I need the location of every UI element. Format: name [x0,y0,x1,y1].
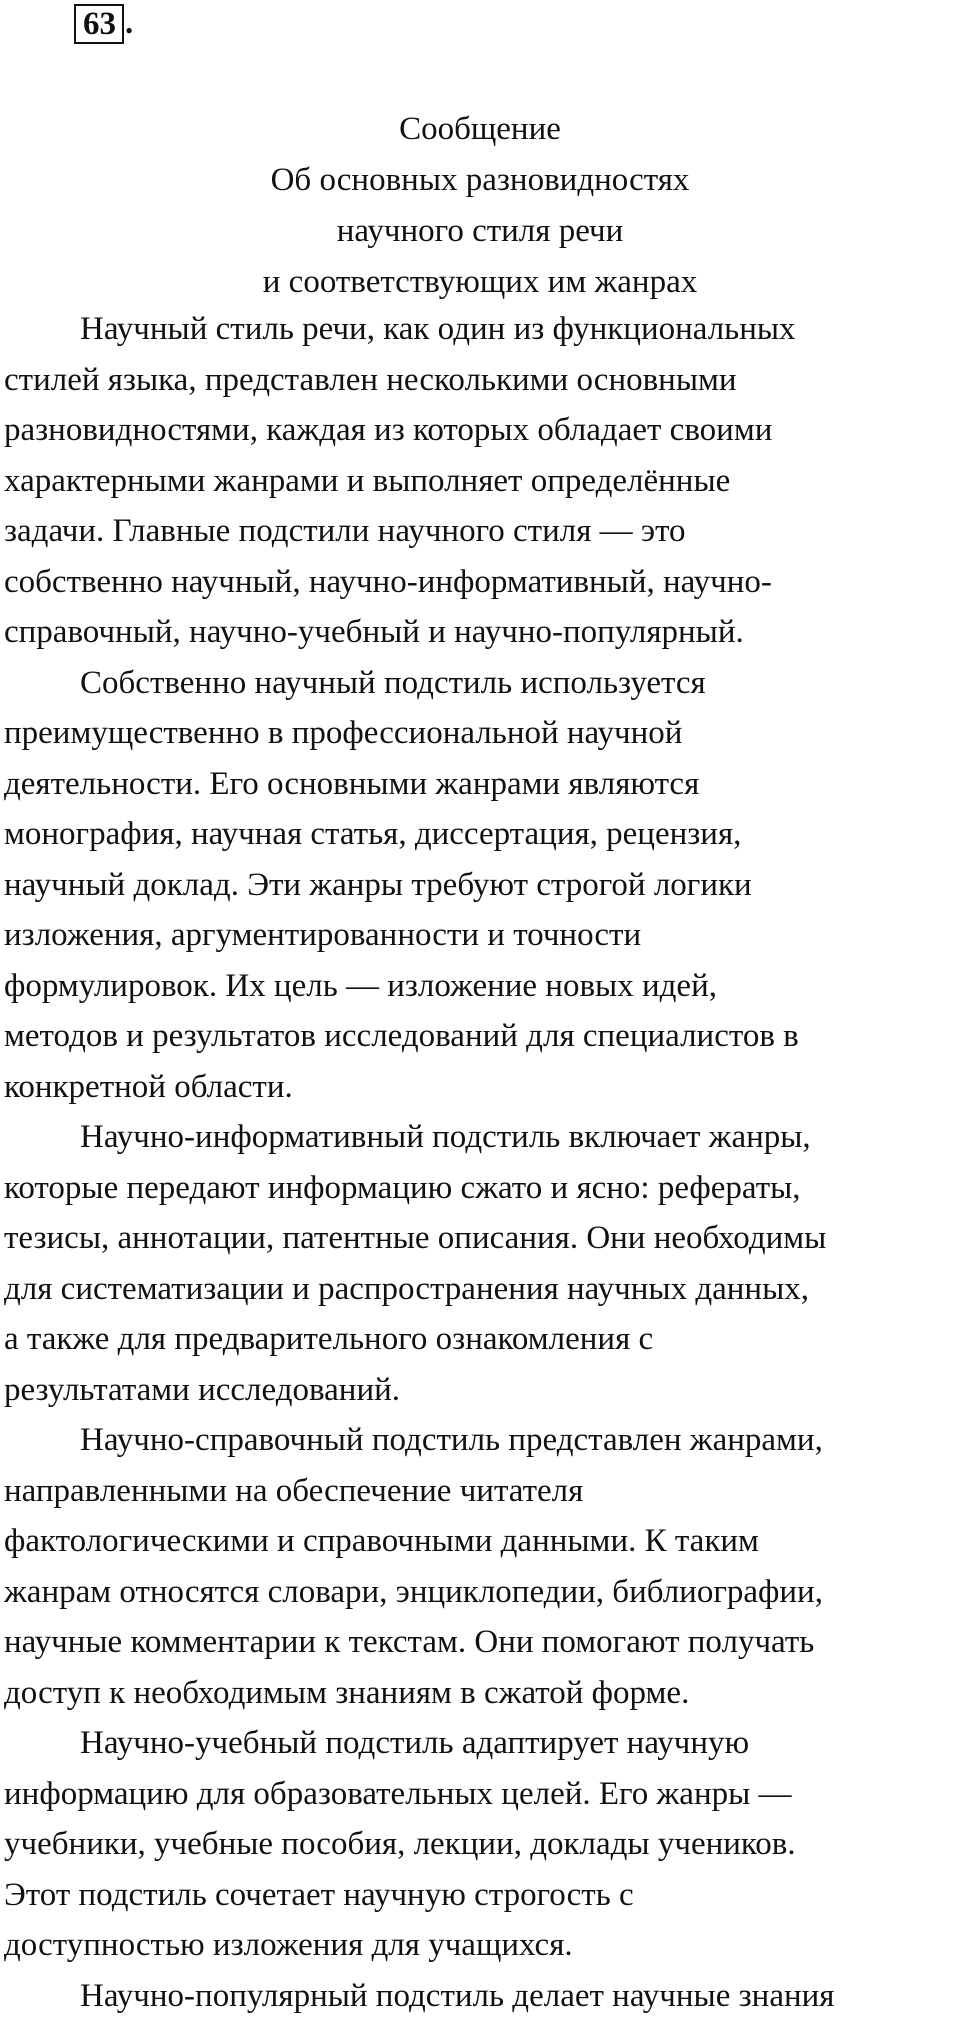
text-line: стилей языка, представлен несколькими основными [4,361,737,398]
essay-heading [0,104,960,308]
task-number-box: 63 [74,4,124,44]
heading-line: Об основных разновидностях [270,162,690,198]
text-line: доступ к необходимым знаниям в сжатой форме. [4,1674,690,1711]
heading-line: научного стиля речи [336,213,624,249]
paragraph [4,1112,960,1415]
text-line: научные комментарии к текстам. Они помогают получать [4,1624,815,1660]
text-line: Этот подстиль сочетает научную строгость с [4,1876,634,1913]
text-line: направленными на обеспечение читателя [4,1472,584,1509]
text-line: методов и результатов исследований для специалистов в [4,1018,799,1054]
paragraph [4,1971,960,2022]
text-line: Собственно научный подстиль используется [80,664,706,701]
text-line: Научно-популярный подстиль делает научные знания [80,1977,835,2014]
text-line: Научно-справочный подстиль представлен жанрами, [80,1422,823,1458]
task-number-dot: . [125,5,134,41]
text-line: конкретной области. [4,1068,293,1105]
text-line: Научно-информативный подстиль включает жанры, [80,1119,811,1155]
text-line: фактологическими и справочными данными. К таким [4,1523,759,1559]
text-line: деятельности. Его основными жанрами являются [4,765,700,802]
text-line: учебники, учебные пособия, лекции, доклады учеников. [4,1826,796,1862]
text-line: собственно научный, научно-информативный, научно- [4,563,772,600]
text-line: результатами исследований. [4,1371,401,1408]
text-line: жанрам относятся словари, энциклопедии, библиографии, [4,1573,823,1610]
text-line: которые передают информацию сжато и ясно: рефераты, [4,1169,801,1206]
text-line: монография, научная статья, диссертация, рецензия, [4,816,742,852]
paragraph [4,1718,960,1971]
text-line: преимущественно в профессиональной научной [4,715,683,751]
text-line: формулировок. Их цель — изложение новых идей, [4,967,717,1004]
text-line: информацию для образовательных целей. Его жанры — [4,1775,792,1812]
text-line: разновидностями, каждая из которых обладает своими [4,412,773,448]
text-line: тезисы, аннотации, патентные описания. Они необходимы [4,1220,827,1256]
heading-line: Сообщение [399,111,561,147]
text-line: изложения, аргументированности и точности [4,917,642,953]
paragraph [4,1415,960,1718]
text-line: характерными жанрами и выполняет определённые [4,462,731,499]
text-line: а также для предварительного ознакомления с [4,1321,654,1357]
text-line: доступностью изложения для учащихся. [4,1927,573,1963]
paragraph [4,658,960,1113]
text-line: Научно-учебный подстиль адаптирует научную [80,1725,750,1761]
heading-line: и соответствующих им жанрах [262,264,698,300]
text-line: научный доклад. Эти жанры требуют строгой логики [4,866,752,903]
task-number [74,4,133,44]
text-line: справочный, научно-учебный и научно-популярный. [4,614,744,650]
essay-body [4,304,960,2021]
text-line: для систематизации и распространения научных данных, [4,1270,810,1307]
text-line: задачи. Главные подстили научного стиля — это [4,513,686,549]
paragraph [4,304,960,658]
text-line: Научный стиль речи, как один из функциональных [80,311,796,347]
